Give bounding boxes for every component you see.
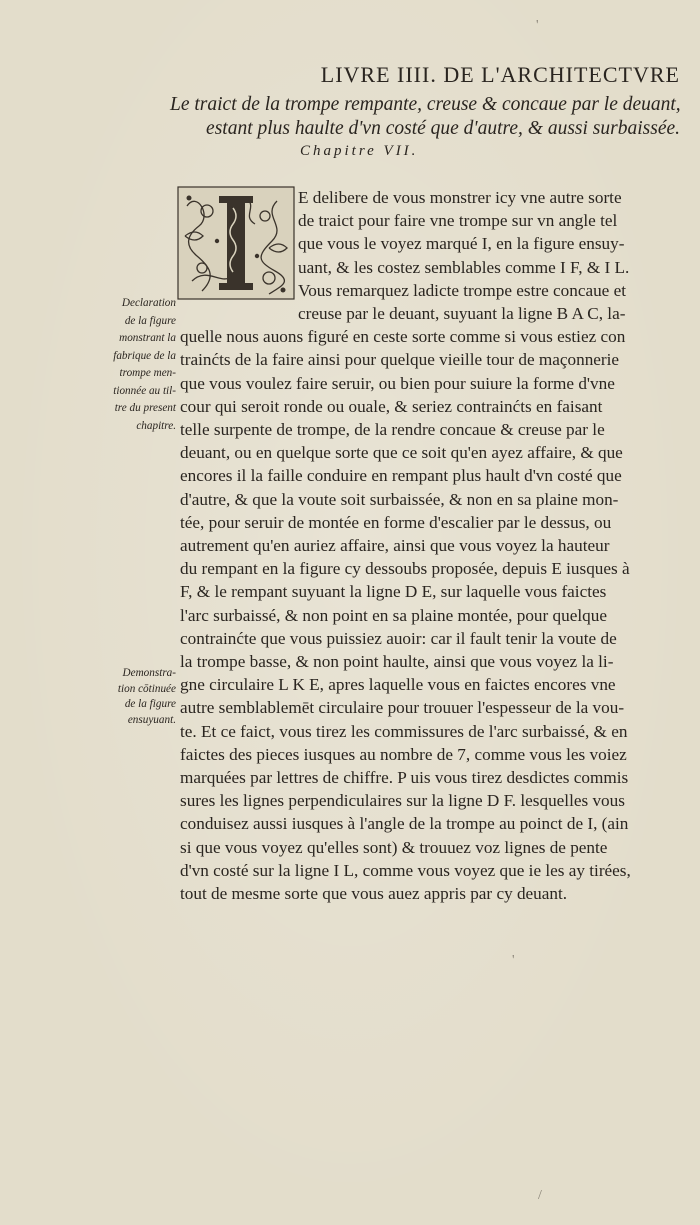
body-line: encores il la faille conduire en rempant plus hault d'vn costé que bbox=[180, 466, 622, 486]
margin-note-line: tion cōtinuée bbox=[117, 682, 176, 695]
body-line: d'vn costé sur la ligne I L, comme vous voyez que ie les ay tirées, bbox=[180, 860, 631, 880]
margin-note-line: ensuyuant. bbox=[127, 713, 176, 726]
body-line: Vous remarquez ladicte trompe estre concaue et bbox=[298, 280, 627, 300]
chapter-title-line-2: estant plus haulte d'vn costé que d'autre, & aussi surbaissée. bbox=[206, 118, 680, 139]
chapter-label: Chapitre VII. bbox=[300, 143, 419, 159]
body-line: conduisez aussi iusques à l'angle de la trompe au poinct de I, (ain bbox=[180, 814, 629, 834]
body-line: tout de mesme sorte que vous auez appris par cy deuant. bbox=[180, 884, 568, 903]
page-mark: ' bbox=[536, 18, 539, 33]
body-line: quelle nous auons figuré en ceste sorte comme si vous estiez con bbox=[180, 327, 626, 347]
margin-note-line: trompe men- bbox=[119, 367, 176, 379]
body-line: faictes des pieces iusques au nombre de 7, comme vous les voiez bbox=[180, 744, 627, 764]
page-mark: ' bbox=[512, 953, 515, 968]
body-line: d'autre, & que la voute soit surbaissée, & non en sa plaine mon- bbox=[180, 489, 619, 509]
body-line: autrement qu'en auriez affaire, ainsi que vous voyez la hauteur bbox=[180, 536, 610, 555]
margin-note-line: monstrant la bbox=[119, 332, 176, 344]
decorated-initial-icon bbox=[177, 186, 295, 300]
body-line: trainćts de la faire ainsi pour quelque vieille tour de maçonnerie bbox=[180, 350, 620, 370]
chapter-title-line-1: Le traict de la trompe rempante, creuse & concaue par le deuant, bbox=[170, 94, 681, 115]
body-line: contrainćte que vous puissiez auoir: car il fault tenir la voute de bbox=[180, 628, 617, 648]
body-line: de traict pour faire vne trompe sur vn angle tel bbox=[298, 211, 618, 231]
margin-note-line: Demonstra- bbox=[122, 667, 176, 679]
margin-note-line: de la figure bbox=[124, 698, 176, 710]
body-line: creuse par le deuant, suyuant la ligne B A C, la- bbox=[298, 304, 626, 323]
body-line: la trompe basse, & non point haulte, ainsi que vous voyez la li- bbox=[180, 652, 614, 671]
body-line: deuant, ou en quelque sorte que ce soit qu'en ayez affaire, & que bbox=[180, 443, 623, 463]
body-line: l'arc surbaissé, & non point en sa plaine montée, pour quelque bbox=[180, 605, 607, 625]
running-head: LIVRE IIII. DE L'ARCHITECTVRE bbox=[320, 62, 680, 87]
body-line: marquées par lettres de chiffre. P uis vous tirez desdictes commis bbox=[180, 768, 629, 787]
page-mark: / bbox=[538, 1188, 542, 1203]
margin-note-line: tionnée au til- bbox=[113, 384, 176, 397]
margin-note-line: Declaration bbox=[121, 297, 176, 309]
margin-note-line: de la figure bbox=[124, 314, 176, 327]
margin-note-line: tre du present bbox=[114, 402, 176, 414]
margin-note-line: fabrique de la bbox=[113, 349, 176, 362]
body-line: si que vous voyez qu'elles sont) & trouuez voz lignes de pente bbox=[180, 837, 608, 857]
body-line: tée, pour seruir de montée en forme d'escalier par le dessus, ou bbox=[180, 512, 612, 532]
body-line: te. Et ce faict, vous tirez les commissures de l'arc surbaissé, & en bbox=[180, 721, 628, 741]
body-line: sures les lignes perpendiculaires sur la ligne D F. lesquelles vous bbox=[180, 791, 625, 811]
body-line: que vous le voyez marqué I, en la figure ensuy- bbox=[298, 234, 625, 254]
body-line: uant, & les costez semblables comme I F, & I L. bbox=[298, 257, 630, 277]
body-line: telle surpente de trompe, de la rendre concaue & creuse par le bbox=[180, 420, 605, 439]
body-line: que vous voulez faire seruir, ou bien pour suiure la forme d'vne bbox=[180, 373, 615, 393]
body-line: cour qui seroit ronde ou ouale, & seriez contrainćts en faisant bbox=[180, 396, 603, 416]
body-line: F, & le rempant suyuant la ligne D E, sur laquelle vous faictes bbox=[180, 582, 607, 602]
body-line: autre semblablemēt circulaire pour trouuer l'espesseur de la vou- bbox=[180, 698, 625, 718]
body-line: du rempant en la figure cy dessoubs proposée, depuis E iusques à bbox=[180, 559, 630, 579]
body-line: E delibere de vous monstrer icy vne autre sorte bbox=[298, 188, 622, 207]
body-line: gne circulaire L K E, apres laquelle vous en faictes encores vne bbox=[180, 675, 616, 695]
margin-note-line: chapitre. bbox=[136, 419, 176, 432]
